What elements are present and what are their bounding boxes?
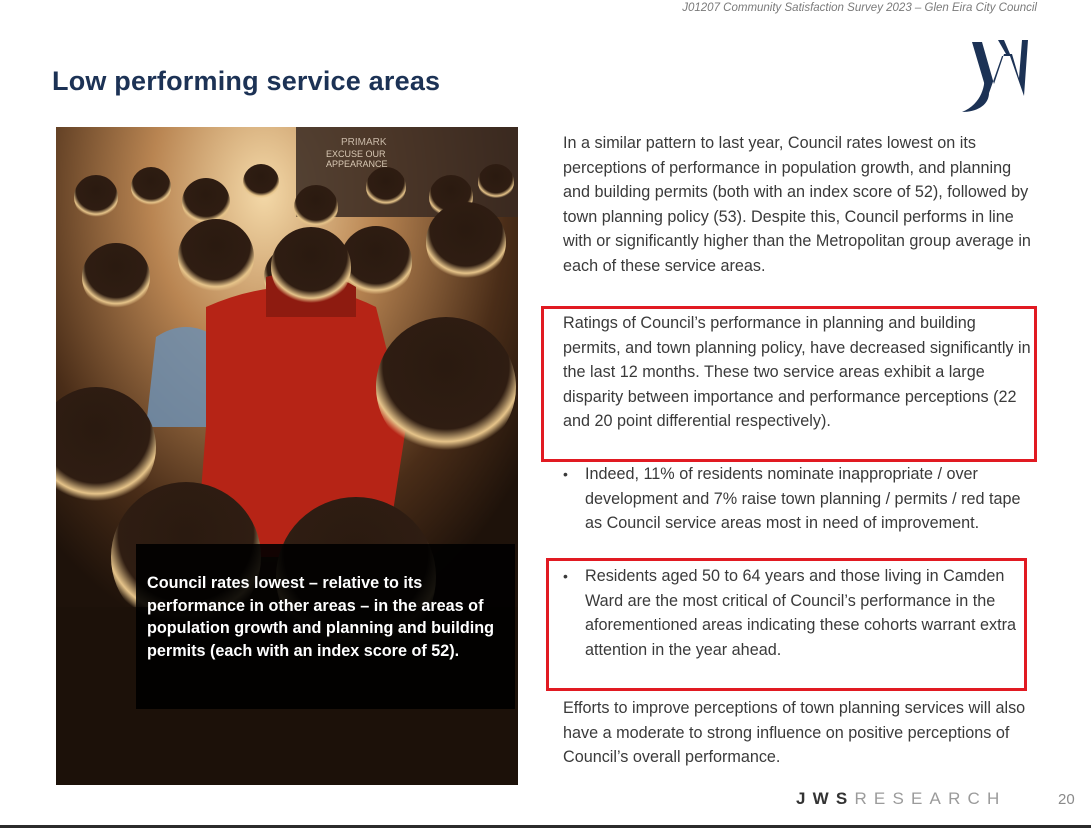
bullet-text: Residents aged 50 to 64 years and those living in Camden Ward are the most critical of Council’s performance in the aforementioned areas indicating these cohorts warrant extra attention in the year ahead. bbox=[585, 567, 1017, 659]
paragraph-ratings: Ratings of Council’s performance in planning and building permits, and town planning policy, have decreased significantly in the last 12 months. These two service areas exhibit a large disparity between importance and performance perceptions (22 and 20 point differential respectively). bbox=[563, 314, 1031, 430]
list-item bbox=[563, 564, 1023, 662]
brand-light: RESEARCH bbox=[854, 789, 1007, 808]
bullet-marker: • bbox=[563, 466, 568, 482]
jws-monogram-icon bbox=[958, 34, 1028, 114]
list-item bbox=[563, 462, 1023, 536]
callout-box bbox=[136, 544, 515, 709]
brand-wordmark bbox=[796, 789, 1007, 809]
callout-text: Council rates lowest – relative to its performance in other areas – in the areas of population growth and planning and building permits (each with an index score of 52). bbox=[147, 574, 495, 660]
photo-sign-line3: APPEARANCE bbox=[326, 159, 388, 169]
bullet-marker: • bbox=[563, 568, 568, 584]
paragraph-efforts: Efforts to improve perceptions of town planning services will also have a moderate to strong influence on positive perceptions of Council’s overall performance. bbox=[563, 699, 1026, 766]
page-number: 20 bbox=[1058, 791, 1075, 808]
paragraph-overview: In a similar pattern to last year, Council rates lowest on its perceptions of performance in population growth, and planning and building permits (both with an index score of 52), followed by town planning policy (53). Despite this, Council performs in line with or significantly higher than the Metropolitan group average in each of these service areas. bbox=[563, 134, 1031, 275]
photo-sign-line1: PRIMARK bbox=[341, 137, 387, 148]
report-title: J01207 Community Satisfaction Survey 2023 – Glen Eira City Council bbox=[682, 2, 1037, 14]
crowd-photo bbox=[56, 127, 518, 785]
brand-strong: JWS bbox=[796, 789, 855, 808]
page-title: Low performing service areas bbox=[52, 66, 441, 96]
bullet-text: Indeed, 11% of residents nominate inappropriate / over development and 7% raise town planning / permits / red tape as Council service areas most in need of improvement. bbox=[585, 465, 1021, 532]
photo-sign-line2: EXCUSE OUR bbox=[326, 149, 386, 159]
